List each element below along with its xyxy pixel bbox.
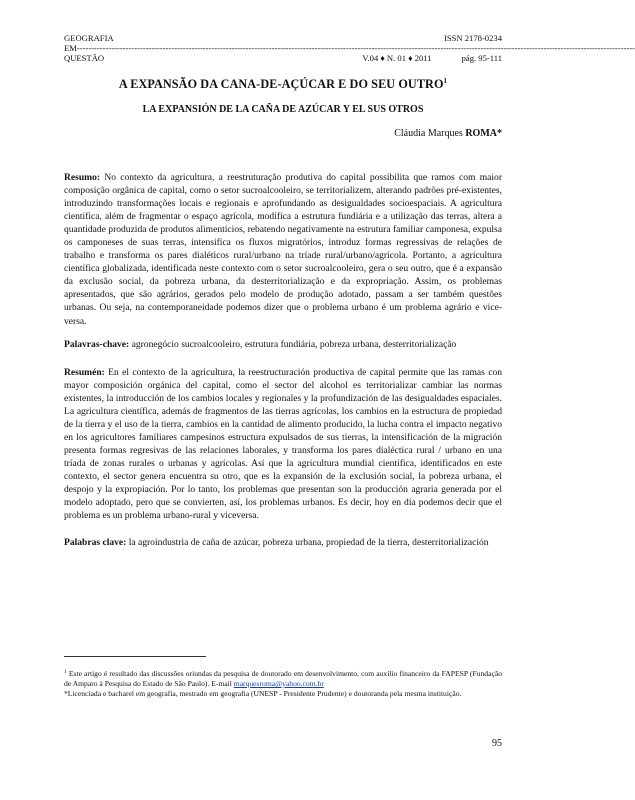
keywords-spanish [64, 536, 502, 549]
keywords-text: la agroindustria de caña de azúcar, pobreza urbana, propiedad de la tierra, desterritorialización [126, 537, 489, 549]
abstract-portuguese [64, 171, 502, 328]
footnote-text: Este artigo é resultado das discussões oriundas da pesquisa de doutorado em desenvolvimento, com auxílio financeiro da FAPESP (Fundação de Amparo à Pesquisa do Estado de São Paulo). E-mail [64, 669, 502, 688]
keywords-label: Palabras clave: [64, 537, 127, 549]
abstract-spanish [64, 366, 502, 523]
journal-name-continued: QUESTÃO [64, 53, 105, 63]
footnotes [64, 667, 502, 699]
article-subtitle: LA EXPANSIÓN DE LA CAÑA DE AZÚCAR Y EL SUS OTROS [142, 104, 424, 115]
keywords-label: Palavras-chave: [64, 338, 130, 350]
volume-info: V.04 ♦ N. 01 ♦ 2011 [362, 53, 432, 63]
header-section-line: EM--------------------------------------------------------------------------------------------------------------------------------------------------------------------------------------------------- [64, 43, 635, 53]
running-header [64, 33, 635, 63]
title-footnote-marker: 1 [443, 77, 448, 85]
keywords-portuguese [64, 338, 502, 351]
footnote-marker: 1 [64, 669, 67, 675]
footnote-separator [64, 656, 206, 657]
abstract-text: En el contexto de la agricultura, la reestructuración productiva de capital permite que las ramas con mayor composición orgánica del capital, como el sector del alcohol es territorializar cambiar las normas existentes, la introducción de los cambios locales y regionales y la profundización de las desigualdades espaciales. La agricultura científica, además de fragmentos de las tierras agrícolas, los cambios en la estructura de propiedad de la tierra y el uso de la tierra, cambios en la cantidad de alimento producido, la lucha contra el impacto negativo en los agricultores familiares campesinos estructura expulsados de sus tierras, la intensificación de la migración presenta formas regresivas de las relaciones laborales, y transforma los pares dialéctica rural / urbano en una tríada de zonas rurales o urbanas y agrícolas. Así que la agricultura mundial científica, identificados en este contexto, el sector genera encuentra su otro, que es la expansión de la exclusión social, la pobreza urbana, el despojo y la expropiación. Por lo tanto, los problemas que presentan son la producción agraria generada por el modelo adoptado, pero que se convierten, así, los problemas urbanos. Es decir, hoy en día podemos decir que el problema es un problema urbano-rural y viceversa. [64, 366, 502, 522]
abstract-label: Resumo: [64, 172, 101, 183]
page-number: 95 [492, 738, 502, 749]
article-page [64, 33, 635, 549]
title-text: A EXPANSÃO DA CANA-DE-AÇÚCAR E DO SEU OUTRO [118, 77, 444, 91]
author-email-link[interactable]: marquesroma@yahoo.com.br [233, 679, 324, 688]
issn: ISSN 2178-0234 [443, 33, 502, 43]
journal-name: GEOGRAFIA [64, 33, 114, 43]
footnote-author: *Licenciada e bacharel em geografia, mestrado em geografia (UNESP - Presidente Prudente) e doutoranda pela mesma instituição. [64, 689, 462, 698]
author-surname: ROMA* [465, 128, 502, 139]
abstract-text: No contexto da agricultura, a reestruturação produtiva do capital possibilita que ramos com maior composição orgânica de capital, como o setor sucroalcooleiro, se territorializem, alterando padrões pré-existentes, introduzindo transformações locais e regionais e aprofundando as desigualdades socioespaciais. A agricultura científica, além de fragmentar o espaço agrícola, modifica a estrutura fundiária e a utilização das terras, altera a quantidade produzida de produtos alimentícios, rebatendo negativamente na estrutura familiar camponesa, expulsa os camponeses de suas terras, intensifica os fluxos migratórios, introduz formas regressivas de relações de trabalho e transforma os pares dialéticos rural/urbano na tríade rural/urbano/agrícola. Portanto, a agricultura científica globalizada, identificada neste contexto com o setor sucroalcooleiro, gera o seu outro, que é a expansão da exclusão social, da pobreza urbana, da desterritorialização e da expropriação. Assim, os problemas apresentados, que são agrários, gerados pelo modelo de produção adotado, passam a ser também questões urbanas. Ou seja, na contemporaneidade podemos dizer que o problema urbano é um problema agrário e vice-versa. [64, 172, 502, 327]
page-range: pág. 95-111 [461, 53, 502, 63]
author-given-name: Cláudia Marques [394, 128, 463, 139]
article-title [64, 73, 502, 92]
footnote-1 [64, 667, 502, 689]
author-line [64, 127, 502, 140]
abstract-label: Resumén: [64, 366, 105, 378]
keywords-text: agronegócio sucroalcooleiro, estrutura fundiária, pobreza urbana, desterritorialização [129, 338, 457, 350]
